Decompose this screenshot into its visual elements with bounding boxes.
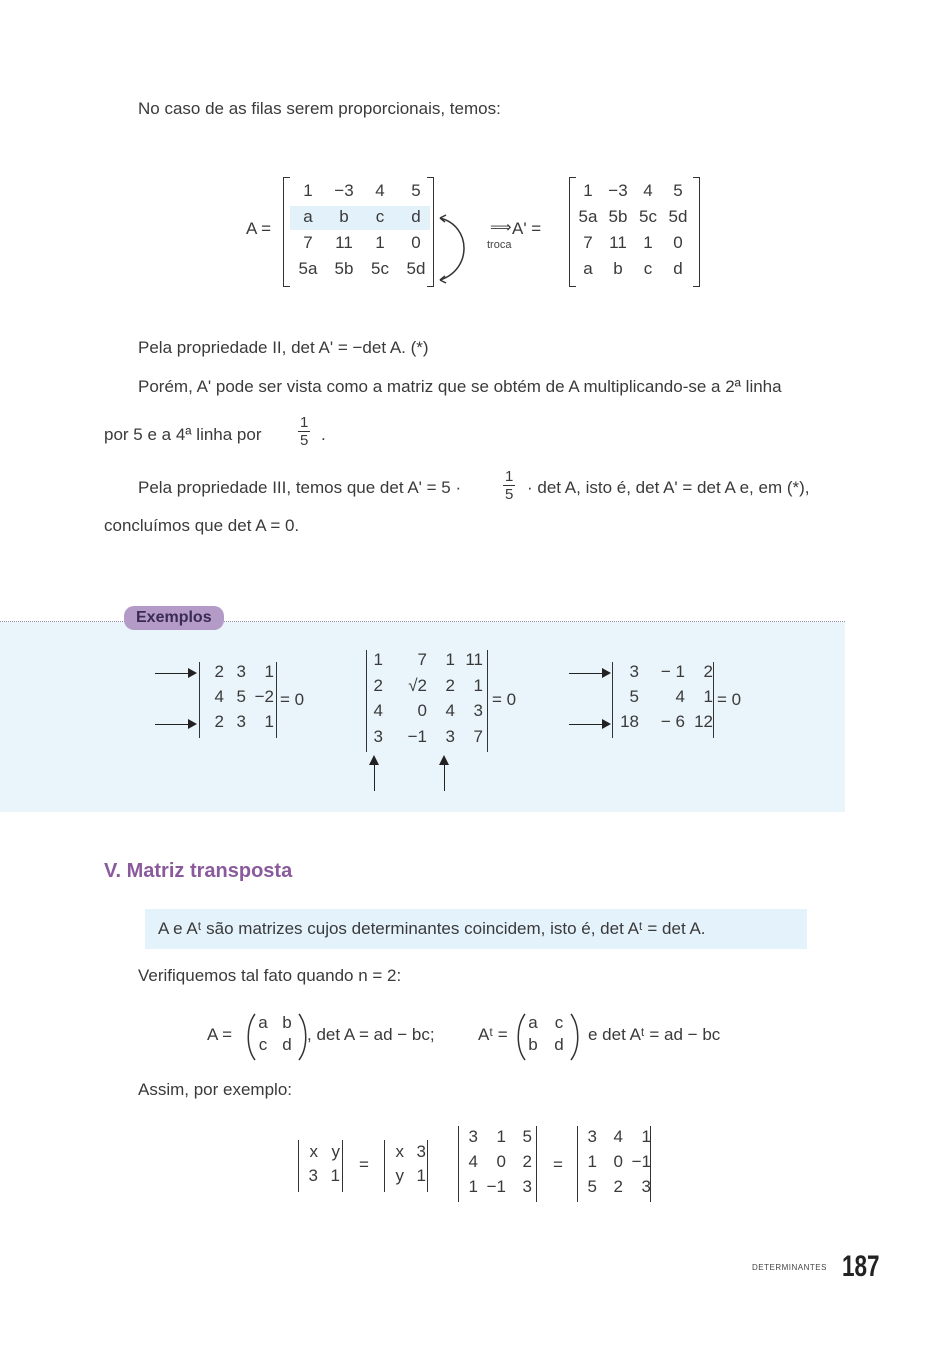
matrix-cell: d: [554, 1035, 564, 1054]
matrix-cell: 5: [587, 1177, 597, 1196]
matrix-cell: 2: [703, 662, 713, 681]
matrix-cell: 18: [620, 712, 639, 731]
matrix-cell: y: [395, 1166, 404, 1185]
matrix-cell: 5: [629, 687, 639, 706]
verify-text: Verifiquemos tal fato quando n = 2:: [138, 966, 402, 985]
matrix-cell: 1: [641, 1127, 651, 1146]
matrix-cell: −3: [608, 181, 628, 200]
matrix-cell: 11: [465, 650, 483, 669]
matrix-cell: 3: [236, 662, 246, 681]
matrix-cell: 1: [445, 650, 455, 669]
swap-label: troca: [487, 239, 512, 251]
matrix-cell: 7: [473, 726, 483, 746]
matrix-cell: 1: [473, 675, 483, 695]
fraction-denominator: 5: [300, 432, 309, 449]
fraction-numerator: 1: [300, 414, 309, 431]
matrix-cell: b: [613, 259, 623, 278]
row-arrow-icon: [569, 724, 609, 725]
matrix-cell: c: [258, 1035, 268, 1054]
matrix-cell: x: [395, 1142, 404, 1161]
paragraph-1: Pela propriedade II, det A' = −det A. (*): [138, 338, 429, 357]
matrix-cell: 5d: [406, 259, 426, 278]
matrix-cell: y: [331, 1142, 340, 1161]
paragraph-4-end: · det A, isto é, det A' = det A e, em (*),: [527, 478, 810, 497]
paragraph-3: por 5 e a 4ª linha por: [104, 425, 262, 444]
det-example-1: [300, 1142, 340, 1190]
matrix-cell: 1: [703, 687, 713, 706]
det-bar-left: [298, 1140, 299, 1192]
matrix-a: [290, 181, 434, 285]
det-bar-right: [650, 1126, 651, 1202]
matrix-cell: 3: [416, 1142, 426, 1161]
matrix-cell: 0: [411, 233, 421, 252]
det-bar-right: [713, 662, 714, 738]
matrix-cell: 3: [468, 1127, 478, 1146]
det-bar-right: [536, 1126, 537, 1202]
example-3-result: = 0: [717, 690, 742, 709]
example-3-matrix: [613, 662, 713, 737]
column-arrow-icon: [374, 757, 375, 791]
page-number: 187: [842, 1250, 880, 1283]
footer-chapter: DETERMINANTES: [752, 1263, 827, 1272]
example-2-result: = 0: [492, 690, 517, 709]
matrix-cell: 11: [609, 233, 627, 252]
matrix-cell: 7: [303, 233, 313, 252]
matrix-cell: 2: [522, 1152, 532, 1171]
matrix-cell: b: [528, 1035, 538, 1054]
fraction-one-fifth: [503, 468, 515, 503]
section-title: V. Matriz transposta: [104, 860, 293, 882]
matrix-cell: a: [528, 1013, 538, 1032]
fraction-numerator: 1: [505, 468, 514, 485]
matrix-cell: −1: [486, 1177, 506, 1196]
det-at-formula: e det Aᵗ = ad − bc: [588, 1025, 721, 1044]
matrix-cell: 5b: [334, 259, 354, 278]
equals-sign: =: [553, 1155, 563, 1174]
matrix-cell: 3: [445, 726, 455, 746]
det-a-formula: , det A = ad − bc;: [307, 1025, 435, 1044]
matrix-cell: 4: [613, 1127, 623, 1146]
matrix-cell: a: [583, 259, 593, 278]
det-bar-left: [458, 1126, 459, 1202]
paragraph-2: Porém, A' pode ser vista como a matriz que se obtém de A multiplicando-se a 2ª linha: [138, 377, 782, 396]
matrix-cell: 1: [587, 1152, 597, 1171]
matrix-cell: −2: [254, 687, 274, 706]
matrix-cell: c: [375, 207, 385, 226]
matrix-cell: 1: [330, 1166, 340, 1185]
matrix-cell: 4: [375, 181, 385, 200]
matrix-cell: 1: [583, 181, 593, 200]
det-bar-left: [384, 1140, 385, 1192]
matrix-cell: 5: [522, 1127, 532, 1146]
matrix-cell: 5: [673, 181, 683, 200]
paragraph-4-start: Pela propriedade III, temos que det A' = 5 ·: [138, 478, 462, 497]
matrix-cell: 2: [613, 1177, 623, 1196]
matrix-cell: 5: [411, 181, 421, 200]
matrix-cell: d: [673, 259, 683, 278]
matrix-a-2x2: [252, 1013, 300, 1057]
fraction-denominator: 5: [505, 486, 514, 503]
matrix-cell: 3: [473, 701, 483, 720]
matrix-cell: 4: [445, 701, 455, 720]
matrix-cell: 1: [303, 181, 313, 200]
matrix-cell: 1: [468, 1177, 478, 1196]
column-arrow-icon: [444, 757, 445, 791]
matrix-cell: 7: [583, 233, 593, 252]
matrix-cell: b: [282, 1013, 292, 1032]
matrix-cell: 3: [522, 1177, 532, 1196]
matrix-cell: b: [339, 207, 349, 226]
matrix-cell: 3: [641, 1177, 651, 1196]
matrix-cell: 1: [373, 650, 383, 669]
matrix-cell: 3: [587, 1127, 597, 1146]
matrix-cell: − 6: [660, 712, 685, 731]
intro-text: No caso de as filas serem proporcionais, temos:: [138, 99, 501, 118]
matrix-aprime: [573, 181, 693, 285]
det-bar-right: [487, 650, 488, 752]
example-1-matrix: [202, 662, 274, 737]
bracket-right: [693, 177, 700, 287]
matrix-cell: −3: [334, 181, 354, 200]
matrix-cell: 2: [214, 712, 224, 731]
matrix-cell: 1: [643, 233, 653, 252]
det-bar-left: [199, 662, 200, 738]
matrix-cell: 4: [468, 1152, 478, 1171]
example-intro: Assim, por exemplo:: [138, 1080, 292, 1099]
matrix-cell: 3: [236, 712, 246, 731]
matrix-cell: d: [282, 1035, 292, 1054]
matrix-cell: √2: [408, 675, 427, 695]
matrix-cell: 5d: [668, 207, 688, 226]
matrix-cell: 0: [496, 1152, 506, 1171]
row-arrow-icon: [155, 724, 195, 725]
matrix-cell: 12: [694, 712, 713, 731]
matrix-at-label: Aᵗ =: [478, 1025, 508, 1044]
matrix-cell: 5b: [608, 207, 628, 226]
matrix-cell: 1: [416, 1166, 426, 1185]
det-example-3: [460, 1127, 532, 1202]
matrix-a-label: A =: [246, 219, 272, 238]
matrix-cell: 5c: [371, 259, 389, 278]
matrix-cell: 2: [214, 662, 224, 681]
det-example-4: [579, 1127, 651, 1202]
fraction-one-fifth: [298, 414, 310, 449]
matrix-cell: 5a: [298, 259, 318, 278]
matrix-cell: c: [554, 1013, 564, 1032]
matrix-cell: 1: [264, 712, 274, 731]
matrix-a-label: A =: [207, 1025, 233, 1044]
det-bar-left: [577, 1126, 578, 1202]
matrix-cell: c: [643, 259, 653, 278]
matrix-at-2x2: [522, 1013, 574, 1057]
matrix-cell: 5: [236, 687, 246, 706]
matrix-cell: 0: [673, 233, 683, 252]
matrix-cell: −1: [407, 726, 427, 746]
swap-curve: [432, 210, 468, 286]
row-arrow-icon: [155, 673, 195, 674]
example-2-matrix: [367, 650, 483, 752]
matrix-cell: −1: [631, 1152, 651, 1171]
matrix-cell: 0: [613, 1152, 623, 1171]
matrix-cell: x: [309, 1142, 318, 1161]
matrix-cell: 5a: [578, 207, 598, 226]
matrix-cell: 1: [264, 662, 274, 681]
matrix-cell: 11: [335, 233, 353, 252]
examples-badge: Exemplos: [124, 606, 224, 630]
paragraph-5: concluímos que det A = 0.: [104, 516, 300, 535]
matrix-cell: 2: [445, 675, 455, 695]
matrix-cell: a: [303, 207, 313, 226]
matrix-cell: 3: [373, 726, 383, 746]
matrix-cell: 4: [373, 701, 383, 720]
equals-sign: =: [359, 1155, 369, 1174]
matrix-cell: 5c: [639, 207, 657, 226]
implies-arrow: ⟹: [490, 219, 512, 236]
highlight-text: A e Aᵗ são matrizes cujos determinantes coincidem, isto é, det Aᵗ = det A.: [158, 919, 706, 938]
matrix-cell: 4: [675, 687, 685, 706]
paren-right: [568, 1012, 582, 1062]
matrix-cell: 2: [373, 675, 383, 695]
matrix-cell: 3: [308, 1166, 318, 1185]
matrix-cell: − 1: [660, 662, 685, 681]
matrix-cell: 3: [629, 662, 639, 681]
matrix-cell: 0: [417, 701, 427, 720]
matrix-cell: d: [411, 207, 421, 226]
matrix-cell: 1: [375, 233, 385, 252]
matrix-cell: 1: [496, 1127, 506, 1146]
matrix-cell: 7: [417, 650, 427, 669]
matrix-cell: a: [258, 1013, 268, 1032]
det-bar-right: [427, 1140, 428, 1192]
det-bar-right: [276, 662, 277, 738]
example-1-result: = 0: [280, 690, 305, 709]
matrix-cell: 4: [643, 181, 653, 200]
paragraph-3-end: .: [321, 425, 326, 444]
matrix-cell: 4: [214, 687, 224, 706]
bracket-left: [283, 177, 290, 287]
det-bar-right: [342, 1140, 343, 1192]
matrix-aprime-label: A' =: [512, 219, 542, 238]
det-example-2: [386, 1142, 426, 1190]
row-arrow-icon: [569, 673, 609, 674]
